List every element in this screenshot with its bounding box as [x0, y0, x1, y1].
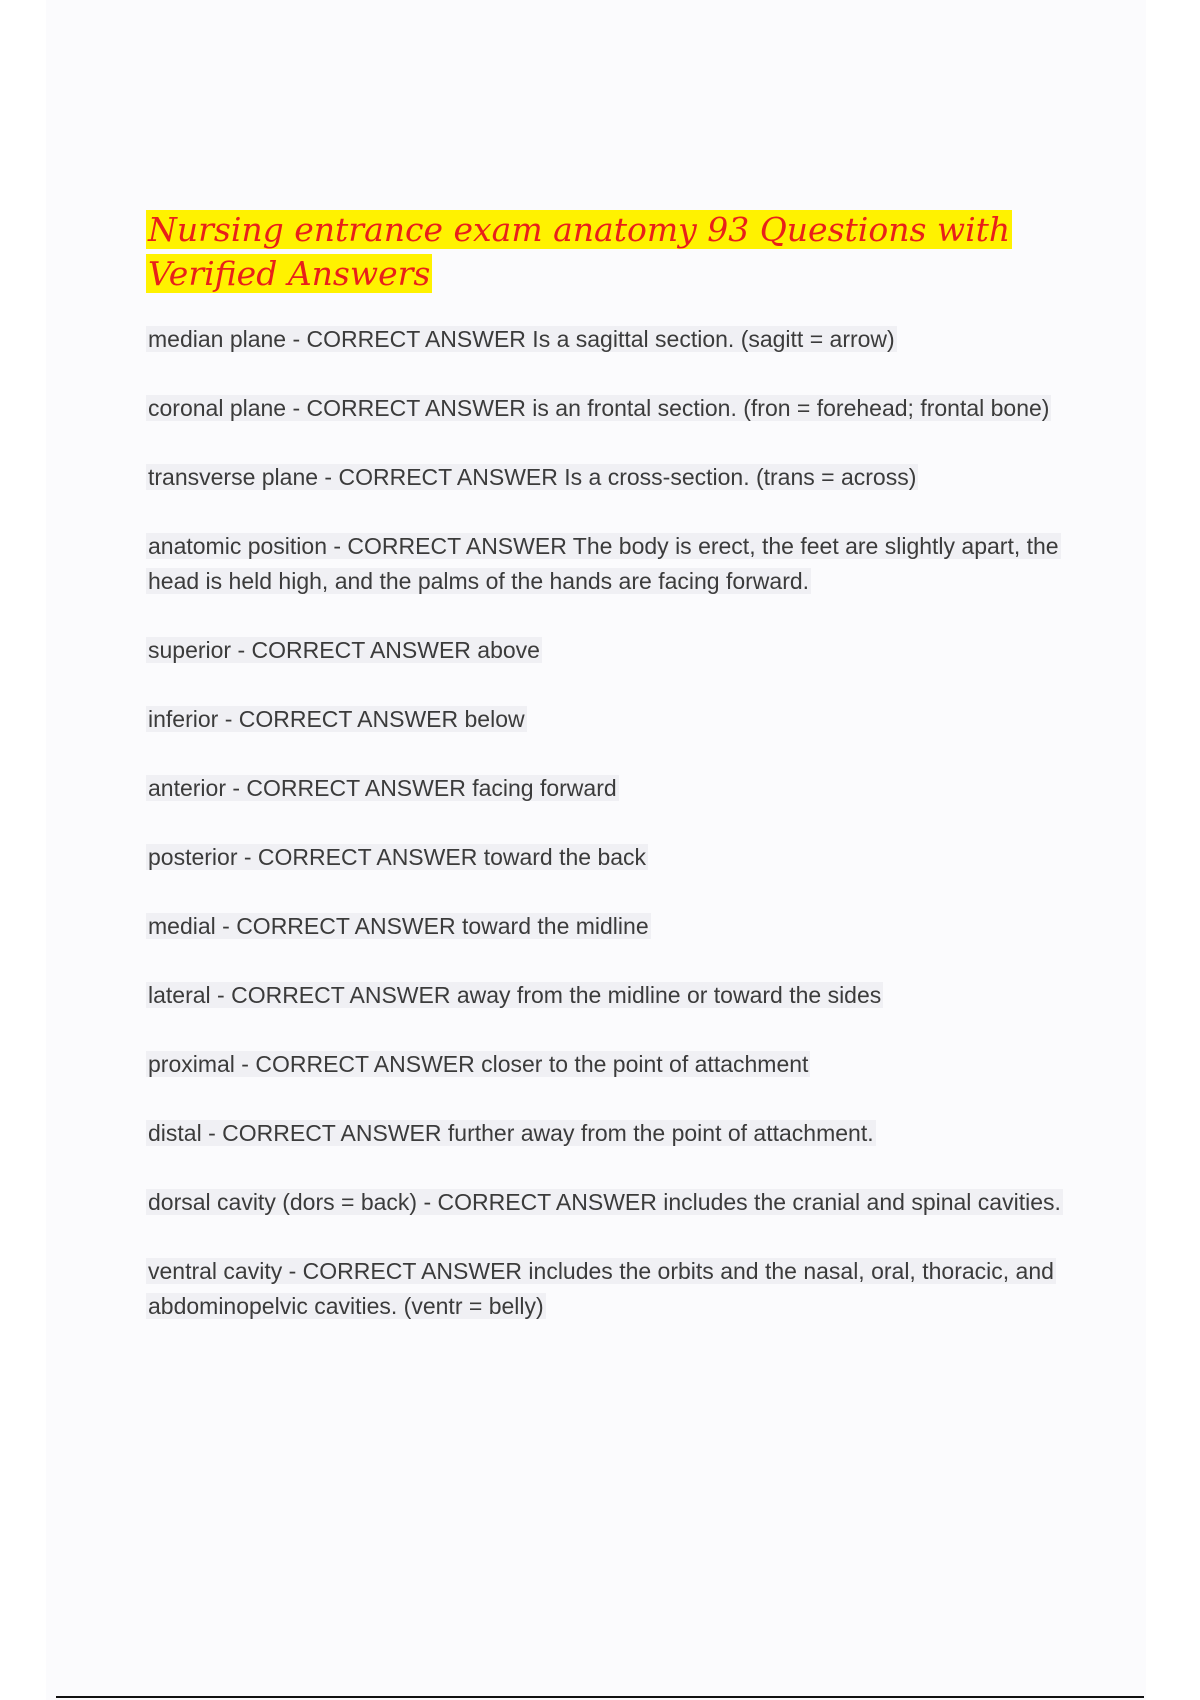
- qa-item: [146, 391, 1096, 426]
- qa-item-text: ventral cavity - CORRECT ANSWER includes the orbits and the nasal, oral, thoracic, and abdominopelvic cavities. (ventr = belly): [148, 1258, 1054, 1319]
- document-content: [146, 208, 1096, 1358]
- qa-item: [146, 1185, 1096, 1220]
- qa-item: [146, 529, 1096, 599]
- qa-item-text: superior - CORRECT ANSWER above: [148, 637, 540, 663]
- qa-item-text: dorsal cavity (dors = back) - CORRECT ANSWER includes the cranial and spinal cavities.: [148, 1189, 1061, 1215]
- qa-item: [146, 978, 1096, 1013]
- qa-item-text: coronal plane - CORRECT ANSWER is an frontal section. (fron = forehead; frontal bone): [148, 395, 1050, 421]
- document-title-text: Nursing entrance exam anatomy 93 Questions with Verified Answers: [148, 210, 1011, 293]
- qa-item-text: transverse plane - CORRECT ANSWER Is a cross-section. (trans = across): [148, 464, 917, 490]
- qa-item: [146, 1254, 1096, 1324]
- qa-item-text: medial - CORRECT ANSWER toward the midline: [148, 913, 649, 939]
- qa-item-text: posterior - CORRECT ANSWER toward the back: [148, 844, 647, 870]
- qa-item-text: lateral - CORRECT ANSWER away from the midline or toward the sides: [148, 982, 882, 1008]
- qa-item-text: inferior - CORRECT ANSWER below: [148, 706, 525, 732]
- qa-item-text: distal - CORRECT ANSWER further away from the point of attachment.: [148, 1120, 874, 1146]
- qa-item-text: proximal - CORRECT ANSWER closer to the point of attachment: [148, 1051, 809, 1077]
- qa-item: [146, 633, 1096, 668]
- qa-item-text: median plane - CORRECT ANSWER Is a sagittal section. (sagitt = arrow): [148, 326, 895, 352]
- document-title: [146, 208, 1096, 296]
- qa-list: [146, 322, 1096, 1324]
- qa-item: [146, 1047, 1096, 1082]
- footer-divider: [56, 1696, 1144, 1698]
- qa-item-text: anatomic position - CORRECT ANSWER The body is erect, the feet are slightly apart, the head is held high, and the palms of the hands are facing forward.: [148, 533, 1059, 594]
- qa-item: [146, 322, 1096, 357]
- qa-item: [146, 771, 1096, 806]
- qa-item: [146, 909, 1096, 944]
- qa-item: [146, 840, 1096, 875]
- qa-item-text: anterior - CORRECT ANSWER facing forward: [148, 775, 617, 801]
- qa-item: [146, 460, 1096, 495]
- qa-item: [146, 1116, 1096, 1151]
- qa-item: [146, 702, 1096, 737]
